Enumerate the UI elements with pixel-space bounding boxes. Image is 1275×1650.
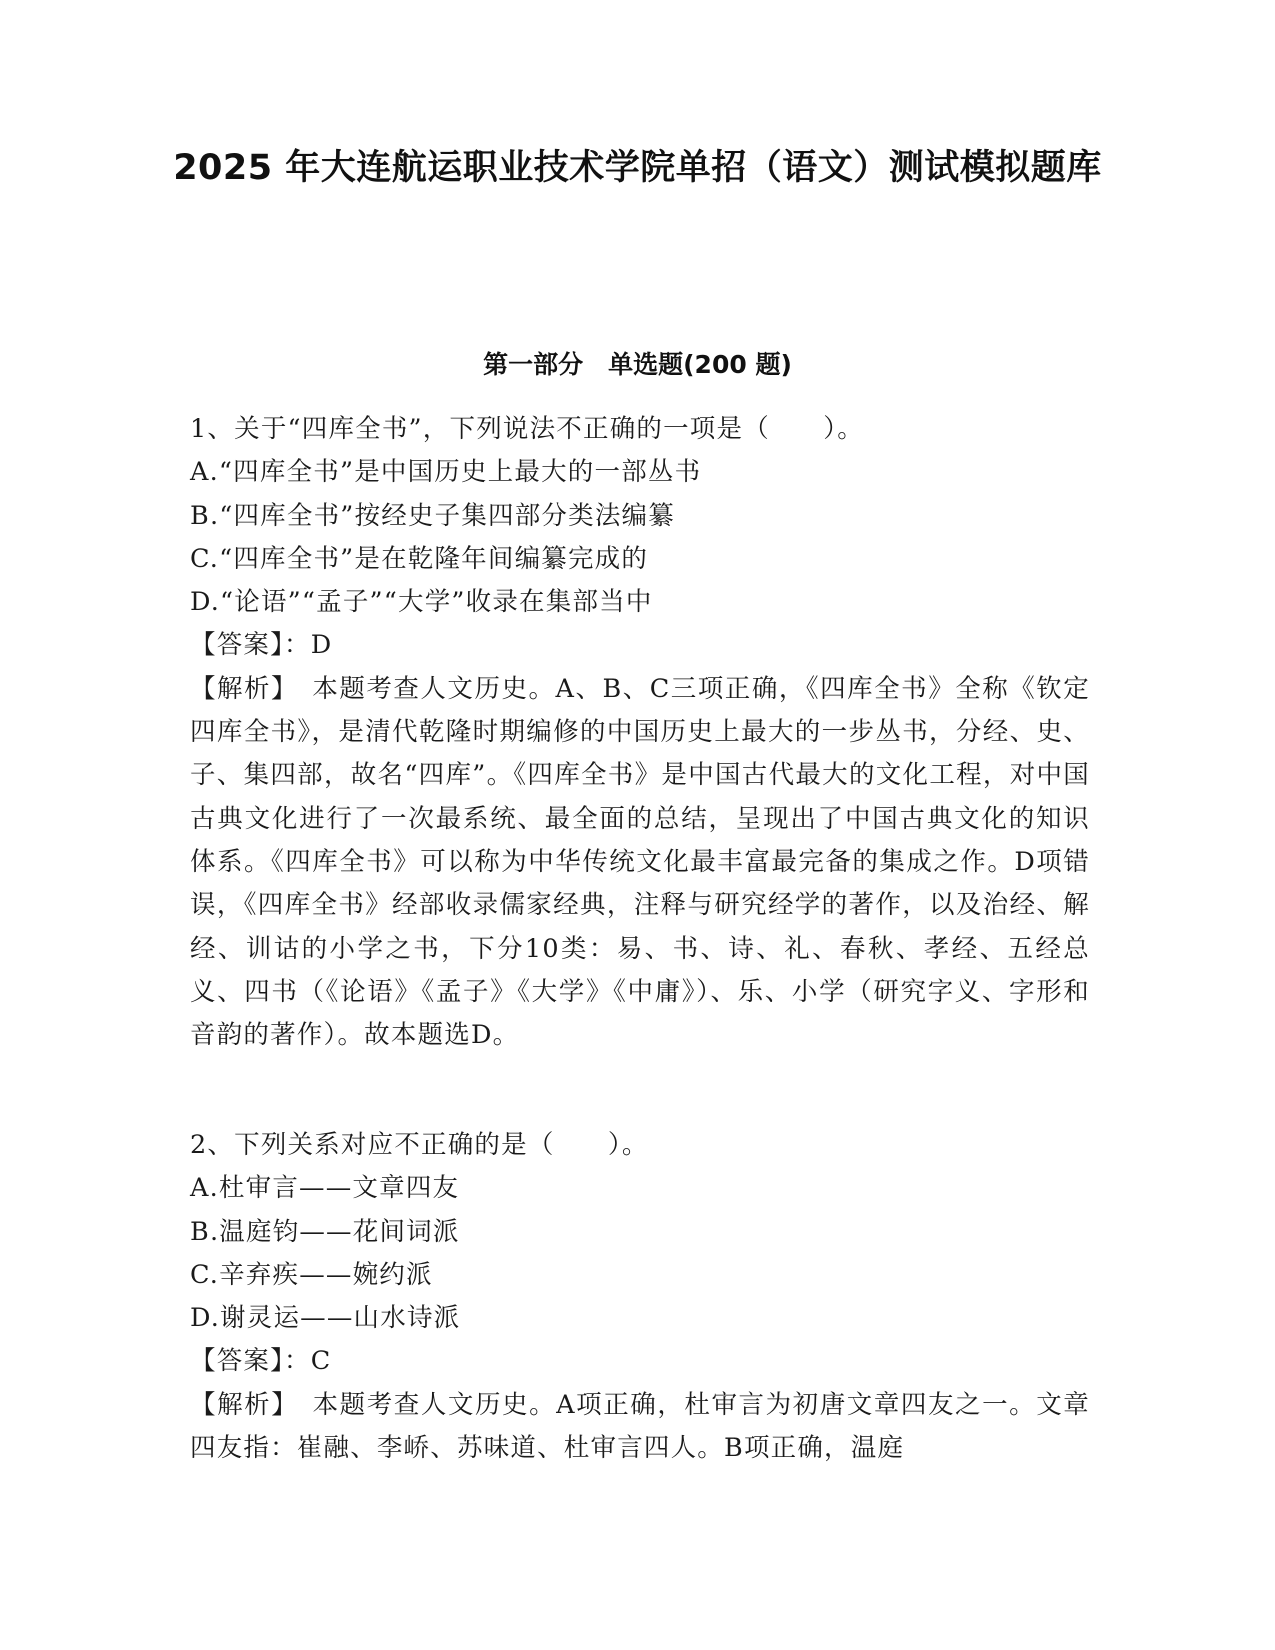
question-block [190, 1124, 1090, 1470]
option-c: C.“四库全书”是在乾隆年间编纂完成的 [190, 543, 649, 574]
question-stem: 1、关于“四库全书”，下列说法不正确的一项是（ ）。 [190, 414, 864, 444]
option-d: D.“论语”“孟子”“大学”收录在集部当中 [190, 587, 653, 618]
answer-line: 【答案】：D [190, 630, 333, 661]
section-title: 第一部分 单选题(200 题) [483, 350, 792, 379]
option-b: B.“四库全书”按经史子集四部分类法编纂 [190, 500, 675, 531]
answer-line: 【答案】：C [190, 1346, 332, 1377]
option-a: A.杜审言——文章四友 [190, 1173, 460, 1204]
document-title: 2025 年大连航运职业技术学院单招（语文）测试模拟题库 [173, 148, 1102, 188]
option-a: A.“四库全书”是中国历史上最大的一部丛书 [190, 457, 702, 488]
question-block [190, 408, 1090, 1057]
analysis-paragraph: 【解析】 本题考查人文历史。A项正确，杜审言为初唐文章四友之一。文章四友指：崔融、李峤、苏味道、杜审言四人。B项正确，温庭 [190, 1389, 1090, 1464]
question-stem: 2、下列关系对应不正确的是（ ）。 [190, 1130, 649, 1160]
option-b: B.温庭钧——花间词派 [190, 1216, 460, 1247]
option-c: C.辛弃疾——婉约派 [190, 1259, 433, 1290]
option-d: D.谢灵运——山水诗派 [190, 1303, 461, 1334]
analysis-paragraph: 【解析】 本题考查人文历史。A、B、C三项正确，《四库全书》全称《钦定四库全书》，是清代乾隆时期编修的中国历史上最大的一步丛书，分经、史、子、集四部，故名“四库”。《四库全书》是中国古代最大的文化工程，对中国古典文化进行了一次最系统、最全面的总结，呈现出了中国古典文化的知识体系。《四库全书》可以称为中华传统文化最丰富最完备的集成之作。D项错误，《四库全书》经部收录儒家经典，注释与研究经学的著作，以及治经、解经、训诂的小学之书，下分10类：易、书、诗、礼、春秋、孝经、五经总义、四书（《论语》《孟子》《大学》《中庸》）、乐、小学（研究字义、字形和音韵的著作）。故本题选D。 [190, 673, 1090, 1051]
